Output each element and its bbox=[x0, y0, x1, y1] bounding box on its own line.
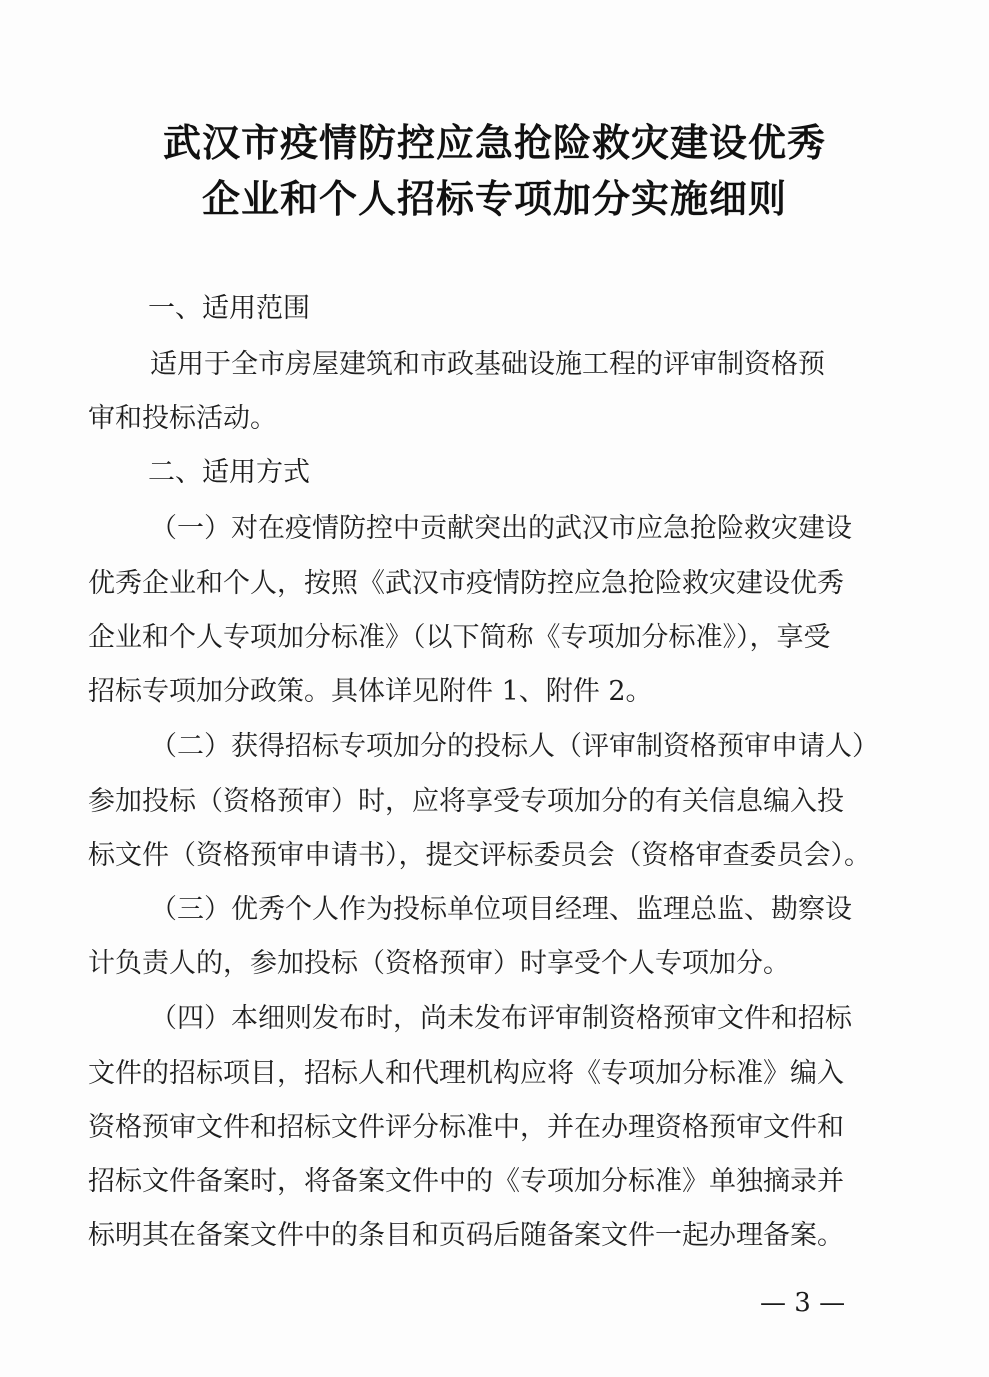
item4-line-2: 文件的招标项目，招标人和代理机构应将《专项加分标准》编入 bbox=[88, 1058, 844, 1089]
item2-line-3: 标文件（资格预审申请书），提交评标委员会（资格审查委员会）。 bbox=[88, 840, 871, 871]
document-title-line-2: 企业和个人招标专项加分实施细则 bbox=[201, 177, 787, 221]
item3-line-1: （三）优秀个人作为投标单位项目经理、监理总监、勘察设 bbox=[150, 894, 852, 925]
item2-line-1: （二）获得招标专项加分的投标人（评审制资格预审申请人） bbox=[150, 731, 879, 762]
item1-line-3: 企业和个人专项加分标准》（以下简称《专项加分标准》），享受 bbox=[88, 622, 831, 653]
section-heading-method: 二、适用方式 bbox=[148, 457, 310, 488]
page-number: — 3 — bbox=[760, 1288, 846, 1318]
item1-line-4: 招标专项加分政策。具体详见附件 1、附件 2。 bbox=[88, 676, 653, 707]
item4-line-4: 招标文件备案时，将备案文件中的《专项加分标准》单独摘录并 bbox=[88, 1166, 844, 1197]
scope-paragraph-line-1: 适用于全市房屋建筑和市政基础设施工程的评审制资格预 bbox=[150, 349, 825, 380]
scope-paragraph-line-2: 审和投标活动。 bbox=[88, 403, 277, 434]
item1-line-2: 优秀企业和个人，按照《武汉市疫情防控应急抢险救灾建设优秀 bbox=[88, 568, 844, 599]
item4-line-5: 标明其在备案文件中的条目和页码后随备案文件一起办理备案。 bbox=[88, 1220, 844, 1251]
item1-line-1: （一）对在疫情防控中贡献突出的武汉市应急抢险救灾建设 bbox=[150, 513, 852, 544]
item4-line-1: （四）本细则发布时，尚未发布评审制资格预审文件和招标 bbox=[150, 1003, 852, 1034]
item4-line-3: 资格预审文件和招标文件评分标准中，并在办理资格预审文件和 bbox=[88, 1112, 844, 1143]
item2-line-2: 参加投标（资格预审）时，应将享受专项加分的有关信息编入投 bbox=[88, 786, 844, 817]
item3-line-2: 计负责人的，参加投标（资格预审）时享受个人专项加分。 bbox=[88, 948, 790, 979]
document-title-line-1: 武汉市疫情防控应急抢险救灾建设优秀 bbox=[162, 121, 826, 165]
section-heading-scope: 一、适用范围 bbox=[148, 293, 310, 324]
